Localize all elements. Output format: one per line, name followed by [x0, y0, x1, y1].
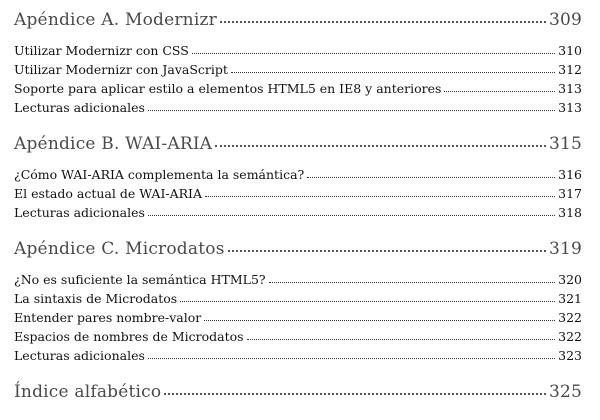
dot-leader [148, 99, 555, 112]
toc-entry-label: Entender pares nombre-valor [14, 309, 202, 325]
toc-section-appendix-a [14, 8, 582, 118]
toc-entry[interactable] [14, 309, 582, 328]
toc-entry[interactable] [14, 185, 582, 204]
toc-section-appendix-b [14, 132, 582, 223]
toc-entry[interactable] [14, 204, 582, 223]
toc-entry-page: 322 [558, 328, 582, 344]
toc-entry[interactable] [14, 290, 582, 309]
toc-heading-appendix-b[interactable] [14, 132, 582, 158]
toc-heading-title: Apéndice B. WAI-ARIA [14, 134, 213, 154]
toc-entry[interactable] [14, 61, 582, 80]
toc-heading-appendix-a[interactable] [14, 8, 582, 34]
toc-heading-page: 315 [548, 134, 582, 154]
toc-entry[interactable] [14, 99, 582, 118]
toc-entry-label: Utilizar Modernizr con JavaScript [14, 61, 228, 77]
dot-leader [180, 290, 555, 303]
toc-entry-label: El estado actual de WAI-ARIA [14, 185, 203, 201]
toc-entry-page: 313 [558, 80, 582, 96]
dot-leader [204, 309, 555, 322]
toc-section-index [14, 380, 582, 406]
dot-leader [205, 185, 555, 198]
toc-heading-title: Apéndice A. Modernizr [14, 10, 217, 30]
dot-leader [148, 204, 555, 217]
dot-leader [231, 61, 555, 74]
toc-section-appendix-c [14, 237, 582, 366]
toc-entry[interactable] [14, 347, 582, 366]
dot-leader [247, 328, 556, 341]
toc-entry-page: 320 [558, 271, 582, 287]
table-of-contents [14, 8, 582, 420]
toc-entry[interactable] [14, 166, 582, 185]
toc-entry-page: 312 [558, 61, 582, 77]
toc-entry-page: 310 [558, 42, 582, 58]
toc-entry[interactable] [14, 42, 582, 61]
toc-heading-page: 319 [548, 239, 582, 259]
dot-leader [444, 80, 555, 93]
dot-leader [269, 271, 556, 284]
dot-leader [215, 132, 546, 149]
toc-entry-page: 316 [558, 166, 582, 182]
toc-entry-label: Lecturas adicionales [14, 204, 145, 220]
toc-entry-page: 323 [558, 347, 582, 363]
toc-entry-page: 313 [558, 99, 582, 115]
toc-entry-label: ¿Cómo WAI-ARIA complementa la semántica? [14, 166, 305, 182]
toc-entry[interactable] [14, 80, 582, 99]
toc-heading-title: Índice alfabético [14, 382, 162, 402]
toc-heading-page: 309 [548, 10, 582, 30]
toc-entry-page: 321 [558, 290, 582, 306]
toc-entry-label: Lecturas adicionales [14, 347, 145, 363]
toc-heading-page: 325 [548, 382, 582, 402]
dot-leader [164, 380, 546, 397]
dot-leader [148, 347, 555, 360]
toc-entry-label: Lecturas adicionales [14, 99, 145, 115]
toc-entry-label: Soporte para aplicar estilo a elementos HTML5 en IE8 y anteriores [14, 80, 442, 96]
toc-heading-appendix-c[interactable] [14, 237, 582, 263]
toc-entry-label: Espacios de nombres de Microdatos [14, 328, 244, 344]
dot-leader [228, 237, 546, 254]
toc-entry-page: 318 [558, 204, 582, 220]
dot-leader [192, 42, 555, 55]
toc-entry-label: ¿No es suficiente la semántica HTML5? [14, 271, 266, 287]
toc-heading-title: Apéndice C. Microdatos [14, 239, 225, 259]
dot-leader [220, 8, 546, 25]
toc-entry-page: 317 [558, 185, 582, 201]
toc-entry-label: Utilizar Modernizr con CSS [14, 42, 189, 58]
toc-heading-index[interactable] [14, 380, 582, 406]
toc-entry-page: 322 [558, 309, 582, 325]
toc-entry-label: La sintaxis de Microdatos [14, 290, 178, 306]
toc-entry[interactable] [14, 271, 582, 290]
toc-entry[interactable] [14, 328, 582, 347]
dot-leader [307, 166, 555, 179]
